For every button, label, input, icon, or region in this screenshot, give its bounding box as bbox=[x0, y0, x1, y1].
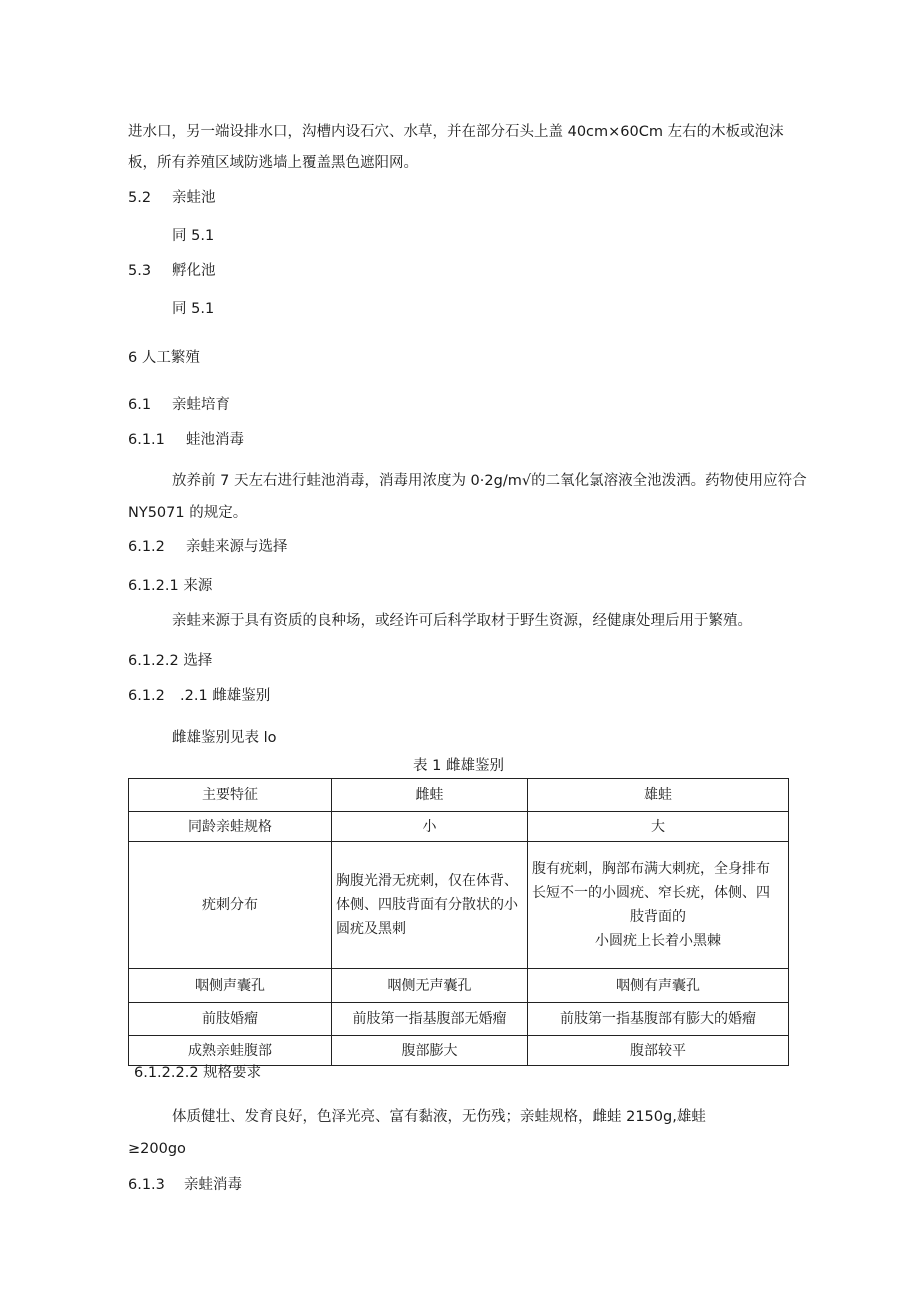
cell-line: 长短不一的小圆疣、窄长疣，体侧、四 bbox=[532, 885, 770, 901]
section-number: 6.1.1 bbox=[128, 432, 165, 448]
table-row bbox=[129, 969, 789, 1003]
cell-line: 胸腹光滑无疣刺，仅在体背、 bbox=[336, 873, 518, 889]
feature-cell: 疣刺分布 bbox=[129, 842, 332, 969]
section-number: 6.1 bbox=[128, 397, 152, 413]
section-number: 5.2 bbox=[128, 190, 152, 206]
section-heading-6-1 bbox=[128, 395, 230, 415]
table-header-cell: 主要特征 bbox=[129, 779, 332, 812]
feature-cell: 成熟亲蛙腹部 bbox=[129, 1036, 332, 1066]
sex-identification-table bbox=[128, 778, 789, 1066]
female-cell: 腹部膨大 bbox=[332, 1036, 528, 1066]
female-cell: 咽侧无声囊孔 bbox=[332, 969, 528, 1003]
feature-cell: 咽侧声囊孔 bbox=[129, 969, 332, 1003]
section-body: 同 5.1 bbox=[172, 228, 215, 244]
section-body: NY5071 的规定。 bbox=[128, 505, 248, 521]
cell-line: 小圆疣上长着小黑棘 bbox=[595, 933, 721, 949]
cell-line: 体侧、四肢背面有分散状的小 bbox=[336, 897, 518, 913]
paragraph-line: 板，所有养殖区域防逃墙上覆盖黑色遮阳网。 bbox=[128, 155, 418, 171]
section-number: 5.3 bbox=[128, 263, 152, 279]
feature-cell: 前肢婚瘤 bbox=[129, 1003, 332, 1036]
male-cell: 前肢第一指基腹部有膨大的婚瘤 bbox=[528, 1003, 789, 1036]
paragraph-line: 进水口，另一端设排水口，沟槽内设石穴、水草，并在部分石头上盖 40cm×60Cm 左右的木板或泡沫 bbox=[128, 124, 784, 140]
male-cell: 大 bbox=[528, 812, 789, 842]
male-cell: 腹部较平 bbox=[528, 1036, 789, 1066]
section-title: 亲蛙池 bbox=[172, 190, 216, 206]
section-body: 体质健壮、发育良好，色泽光亮、富有黏液，无伤残；亲蛙规格，雌蛙 2150g,雄蛙 bbox=[172, 1109, 706, 1125]
section-number: 6.1.2 bbox=[128, 688, 165, 704]
female-cell: 小 bbox=[332, 812, 528, 842]
female-cell: 前肢第一指基腹部无婚瘤 bbox=[332, 1003, 528, 1036]
male-cell: 咽侧有声囊孔 bbox=[528, 969, 789, 1003]
section-heading-5-3 bbox=[128, 261, 216, 281]
cell-line: 肢背面的 bbox=[630, 909, 686, 925]
section-number: 6.1.3 bbox=[128, 1177, 165, 1193]
section-number: 6.1.2 bbox=[128, 539, 165, 555]
section-heading-6-1-2-2-2: 6.1.2.2.2 规格要求 bbox=[134, 1065, 262, 1081]
section-body: 亲蛙来源于具有资质的良种场，或经许可后科学取材于野生资源，经健康处理后用于繁殖。 bbox=[172, 613, 752, 629]
section-title: 亲蛙培育 bbox=[172, 397, 230, 413]
table-caption: 表 1 雌雄鉴别 bbox=[413, 758, 504, 774]
section-title: 亲蛙来源与选择 bbox=[186, 539, 288, 555]
table-header-row bbox=[129, 779, 789, 812]
feature-cell: 同龄亲蛙规格 bbox=[129, 812, 332, 842]
section-body: 放养前 7 天左右进行蛙池消毒，消毒用浓度为 0·2g∕m√的二氧化氯溶液全池泼洒。药物使用应符合 bbox=[172, 473, 807, 489]
section-heading-6-1-1 bbox=[128, 430, 244, 450]
cell-line: 腹有疣刺，胸部布满大刺疣，全身排布 bbox=[532, 861, 770, 877]
table-row bbox=[129, 812, 789, 842]
section-heading-6-1-3 bbox=[128, 1175, 242, 1195]
section-heading-6-1-2-1: 6.1.2.1 来源 bbox=[128, 578, 213, 594]
table-row bbox=[129, 1003, 789, 1036]
section-body: ≥200go bbox=[128, 1141, 186, 1157]
table-row bbox=[129, 842, 789, 969]
section-title: .2.1 雌雄鉴别 bbox=[180, 688, 271, 704]
cell-line: 圆疣及黑刺 bbox=[336, 921, 406, 937]
section-heading-6-1-2-2: 6.1.2.2 选择 bbox=[128, 653, 213, 669]
section-title: 亲蛙消毒 bbox=[184, 1177, 242, 1193]
section-heading-5-2 bbox=[128, 188, 216, 208]
table-header-cell: 雌蛙 bbox=[332, 779, 528, 812]
male-cell bbox=[528, 842, 789, 969]
table-row bbox=[129, 1036, 789, 1066]
table-header-cell: 雄蛙 bbox=[528, 779, 789, 812]
section-title: 蛙池消毒 bbox=[186, 432, 244, 448]
section-body: 雌雄鉴别见表 lo bbox=[172, 730, 277, 746]
female-cell bbox=[332, 842, 528, 969]
section-title: 孵化池 bbox=[172, 263, 216, 279]
section-heading-6-1-2-2-1 bbox=[128, 686, 270, 706]
section-heading-6-1-2 bbox=[128, 537, 288, 557]
section-body: 同 5.1 bbox=[172, 301, 215, 317]
chapter-heading-6: 6 人工繁殖 bbox=[128, 350, 200, 366]
